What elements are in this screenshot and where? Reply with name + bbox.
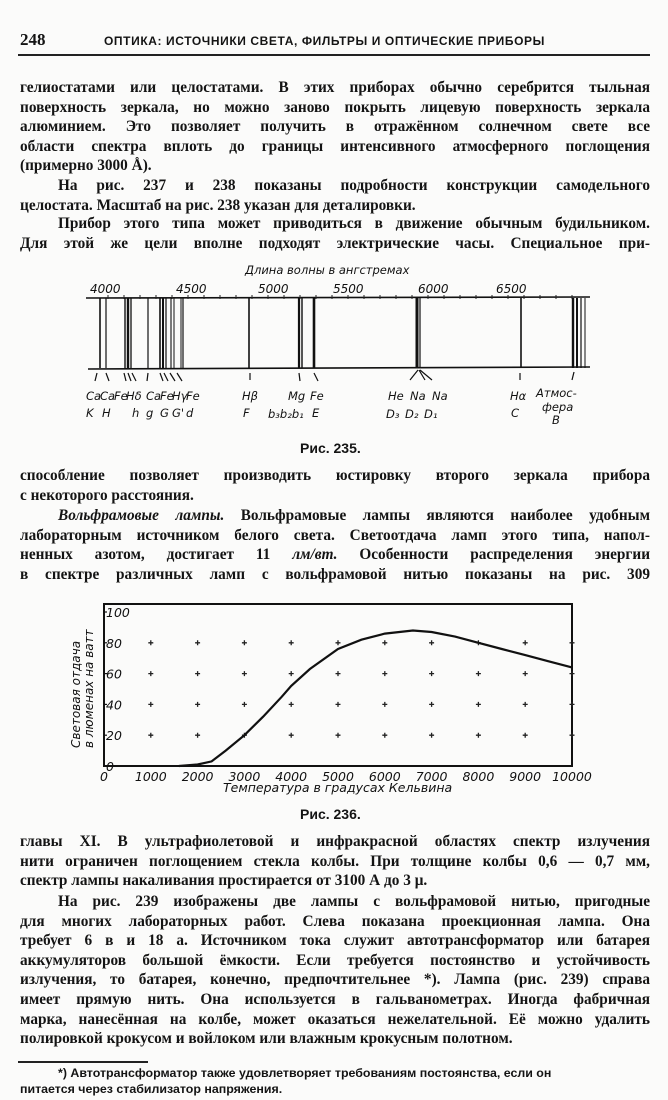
label-ca-h: Ca <box>100 389 116 403</box>
chart-grid-marker <box>195 702 200 707</box>
chart-grid-marker <box>429 671 434 676</box>
paragraph-figure-239 <box>20 892 650 1049</box>
text-line: главы XI. В ультрафиолетовой и инфракрасной областях спектр излучения <box>20 833 650 850</box>
chart-grid-marker <box>289 702 294 707</box>
label-g-small: g <box>146 406 154 420</box>
chart-grid-marker <box>382 702 387 707</box>
chart-x-tick-label: 7000 <box>415 769 448 784</box>
chart-grid-marker <box>336 702 341 707</box>
spectrum-pointer <box>132 373 136 381</box>
label-k: K <box>86 406 94 420</box>
chart-grid-marker <box>336 733 341 738</box>
chart-grid-marker <box>148 640 153 645</box>
chart-grid-marker <box>476 671 481 676</box>
label-na-d2: Na <box>410 389 426 403</box>
chart-grid-marker <box>289 640 294 645</box>
text-line: Прибор этого типа может приводиться в движение обычным будильником. <box>58 215 650 232</box>
page-header <box>18 24 650 54</box>
chart-grid-marker <box>336 671 341 676</box>
chart-grid-marker <box>429 702 434 707</box>
label-he: He <box>388 389 404 403</box>
figure-235-spectrum <box>0 258 668 433</box>
chart-x-tick-label: 1000 <box>134 769 167 784</box>
spectrum-tick-label: 4500 <box>176 282 207 296</box>
chart-x-tick-label: 2000 <box>181 769 214 784</box>
label-h-small: h <box>132 406 140 420</box>
label-h-alpha: Hα <box>510 389 527 403</box>
spectrum-pointer <box>314 373 318 381</box>
chart-y-tick-label: 20 <box>106 728 122 744</box>
chart-x-tick-label: 4000 <box>275 769 308 784</box>
footnote <box>20 1065 650 1097</box>
spectrum-pointer <box>572 372 574 380</box>
text-line: Вольфрамовые лампы. Вольфрамовые лампы являются наиболее удобным <box>58 507 651 524</box>
spectrum-axis-title: Длина волны в ангстремах <box>245 263 410 277</box>
text-line: имеет прямую нить. Она используется в гальванометрах. Иногда фабричная <box>20 990 650 1008</box>
spectrum-tick-label: 6000 <box>418 282 449 296</box>
paragraph-adjustment <box>20 466 650 505</box>
label-fe-g: Fe <box>160 389 174 403</box>
text-line: нити ограничен поглощением стекла колбы. При толщине колбы 0,6 — 0,7 мм, <box>20 852 650 870</box>
label-mg: Mg <box>288 389 306 403</box>
label-h-gamma: Hγ <box>172 389 188 403</box>
chart-grid-marker <box>570 640 575 645</box>
chart-y-tick-label: 0 <box>106 759 114 774</box>
chart-grid-marker <box>523 733 528 738</box>
chart-x-axis-title: Температура в градусах Кельвина <box>223 780 453 795</box>
chart-grid-marker <box>148 702 153 707</box>
chart-x-tick-label: 6000 <box>368 769 401 784</box>
spectrum-pointer <box>128 373 131 381</box>
text-line: На рис. 237 и 238 показаны подробности конструкции самодельного <box>58 177 650 194</box>
text-line: с некоторого расстояния. <box>20 486 194 504</box>
chart-y-tick-label: 80 <box>106 635 122 651</box>
spectrum-pointer <box>299 373 300 381</box>
label-fe-h: Fe <box>114 389 128 403</box>
text-line: полировкой крокусом и войлоком или влажным крокусным полотном. <box>20 1030 513 1048</box>
label-d1: D₁ <box>424 407 438 421</box>
chart-y-axis-title <box>69 628 96 748</box>
chart-x-tick-label: 8000 <box>462 769 495 784</box>
text-line: лабораторным источником белого света. Светоотдача ламп этого типа, напол- <box>20 526 650 544</box>
spectrum-pointer <box>170 373 175 381</box>
footnote-line: питается через стабилизатор напряжения. <box>20 1082 283 1096</box>
chart-x-tick-label: 5000 <box>322 769 354 784</box>
footnote-line: *) Автотрансформатор также удовлетворяет требованиям постоянства, если он <box>58 1066 552 1080</box>
chart-grid-marker <box>195 733 200 738</box>
label-h-delta: Hδ <box>126 389 142 403</box>
figure-236-caption: Рис. 236. <box>300 806 361 822</box>
figure-236-chart <box>0 595 668 800</box>
text-line: в спектре различных ламп с вольфрамовой нитью показаны на рис. 309 <box>20 565 650 583</box>
chart-grid-marker <box>289 671 294 676</box>
text-line: излучения, то батарея, конечно, предпочтительнее *). Лампа (рис. 239) справа <box>20 971 650 989</box>
chart-grid-marker <box>242 640 247 645</box>
text-line: (примерно 3000 Å). <box>20 157 152 175</box>
label-ca-g: Ca <box>146 389 162 403</box>
chart-grid-marker <box>570 702 575 707</box>
label-fe-e: Fe <box>310 389 324 403</box>
label-b-cap: B <box>552 413 560 427</box>
header-rule <box>18 54 650 56</box>
spectrum-tick-label: 5500 <box>333 282 364 296</box>
label-g-prime: G' <box>172 406 185 420</box>
chart-x-tick-label: 9000 <box>509 769 542 784</box>
label-c: C <box>511 406 520 420</box>
text-line: способление позволяет производить юстировку второго зеркала прибора <box>20 467 650 484</box>
spectrum-pointer <box>106 373 109 381</box>
chart-grid-marker <box>148 671 153 676</box>
chart-grid-marker <box>523 671 528 676</box>
text-line: Для этой же цели вполне подходят электрические часы. Специальное при- <box>20 234 650 252</box>
label-d3: D₃ <box>386 407 400 421</box>
text-line: поверхность зеркала, но можно заново покрыть лицевую поверхность зеркала <box>20 98 650 116</box>
label-atmosphere-2: фера <box>542 400 574 414</box>
paragraph-drive <box>20 214 650 253</box>
chart-y-tick-labels <box>104 605 130 774</box>
chart-grid-marker <box>476 702 481 707</box>
spectrum-tick-label: 4000 <box>90 282 121 296</box>
spectrum-pointers <box>95 370 574 381</box>
label-e: E <box>312 406 320 420</box>
text-line: для многих лабораторных работ. Слева показана проекционная лампа. Она <box>20 912 650 930</box>
chart-grid-marker <box>242 671 247 676</box>
spectrum-pointer <box>160 373 163 381</box>
label-d2: D₂ <box>405 407 419 421</box>
label-h-beta: Hβ <box>242 389 258 403</box>
chart-grid-marker <box>195 640 200 645</box>
spectrum-pointer <box>147 373 148 381</box>
chart-y-tick-label: 100 <box>106 605 130 620</box>
label-na-d1: Na <box>432 389 448 403</box>
spectrum-tick-label: 5000 <box>258 282 289 296</box>
spectrum-top-border <box>86 297 590 298</box>
text-line: аккумуляторов большой ёмкости. Если требуется постоянство и устойчивость <box>20 951 650 969</box>
paragraph-heliostats <box>20 78 650 176</box>
chart-grid-marker <box>195 671 200 676</box>
chart-x-tick-label: 10000 <box>552 769 592 784</box>
chart-grid-marker <box>148 733 153 738</box>
text-line: гелиостатами или целостатами. В этих приборах обычно серебрится тыльная <box>20 79 650 96</box>
text-line: целостата. Масштаб на рис. 238 указан для деталировки. <box>20 196 416 214</box>
chart-grid-marker <box>289 733 294 738</box>
chart-grid-marker <box>382 640 387 645</box>
page-number: 248 <box>20 30 46 49</box>
spectrum-line-labels-bottom <box>86 406 560 427</box>
chart-grid-marker <box>382 733 387 738</box>
text-line: ненных азотом, достигает 11 лм/вт. Особенности распределения энергии <box>20 546 651 564</box>
chart-grid-marker <box>336 640 341 645</box>
spectrum-lines <box>100 298 585 368</box>
paragraph-tungsten-lamps <box>20 506 650 584</box>
spectrum-tick-label: 6500 <box>496 282 527 296</box>
spectrum-pointer <box>410 370 418 380</box>
chart-plot-frame <box>104 604 572 766</box>
text-line: На рис. 239 изображены две лампы с вольфрамовой нитью, пригодные <box>58 893 650 910</box>
chart-grid-marker <box>523 640 528 645</box>
label-g-cap: G <box>160 406 169 420</box>
chart-x-tick-label: 0 <box>100 769 108 784</box>
paragraph-figures-237-238 <box>20 176 650 215</box>
chart-grid-marker <box>570 733 575 738</box>
footnote-rule <box>18 1061 148 1063</box>
chart-grid-markers <box>148 640 574 737</box>
chart-grid-marker <box>523 702 528 707</box>
chart-grid-marker <box>429 640 434 645</box>
chart-x-tick-label: 3000 <box>228 769 261 784</box>
chart-grid-marker <box>570 671 575 676</box>
figure-235-caption: Рис. 235. <box>300 440 361 456</box>
chart-grid-marker <box>242 702 247 707</box>
chart-grid-marker <box>382 671 387 676</box>
text-line: марка, нанесённая на колбе, может оказаться нежелательной. Её можно удалить <box>20 1010 650 1028</box>
text-line: требует 6 в и 18 а. Источником тока служит автотрансформатор или батарея <box>20 932 650 950</box>
text-line: спектр лампы накаливания простирается от 3100 А до 3 μ. <box>20 872 428 890</box>
spectrum-pointer <box>95 373 97 381</box>
section-run-in-heading: Вольфрамовые лампы. <box>58 507 225 524</box>
chart-grid-marker <box>429 733 434 738</box>
text-line: области спектра вплоть до границы интенсивного атмосферного поглощения <box>20 137 650 155</box>
label-atmosphere-1: Атмос- <box>536 386 577 400</box>
text-line: алюминием. Это позволяет получить в отражённом солнечном свете все <box>20 118 650 136</box>
label-fe-d: Fe <box>186 389 200 403</box>
spectrum-pointer <box>177 373 182 381</box>
label-d-small: d <box>186 406 194 420</box>
label-h: H <box>102 406 111 420</box>
chart-series-line <box>179 631 572 767</box>
label-ca-k: Ca <box>86 389 102 403</box>
chart-y-tick-label: 60 <box>106 666 122 682</box>
paragraph-uv-ir <box>20 832 650 891</box>
svg-text:Световая отдача: Световая отдача <box>69 640 83 748</box>
chart-y-tick-label: 40 <box>106 697 122 713</box>
chart-grid-marker <box>476 733 481 738</box>
running-title: ОПТИКА: ИСТОЧНИКИ СВЕТА, ФИЛЬТРЫ И ОПТИЧЕСКИЕ ПРИБОРЫ <box>104 34 545 48</box>
spectrum-pointer <box>164 373 168 381</box>
svg-text:в люменах на ватт: в люменах на ватт <box>82 629 96 748</box>
spectrum-pointer <box>124 373 126 381</box>
label-b123: b₃b₂b₁ <box>268 407 304 421</box>
label-f: F <box>243 406 250 420</box>
